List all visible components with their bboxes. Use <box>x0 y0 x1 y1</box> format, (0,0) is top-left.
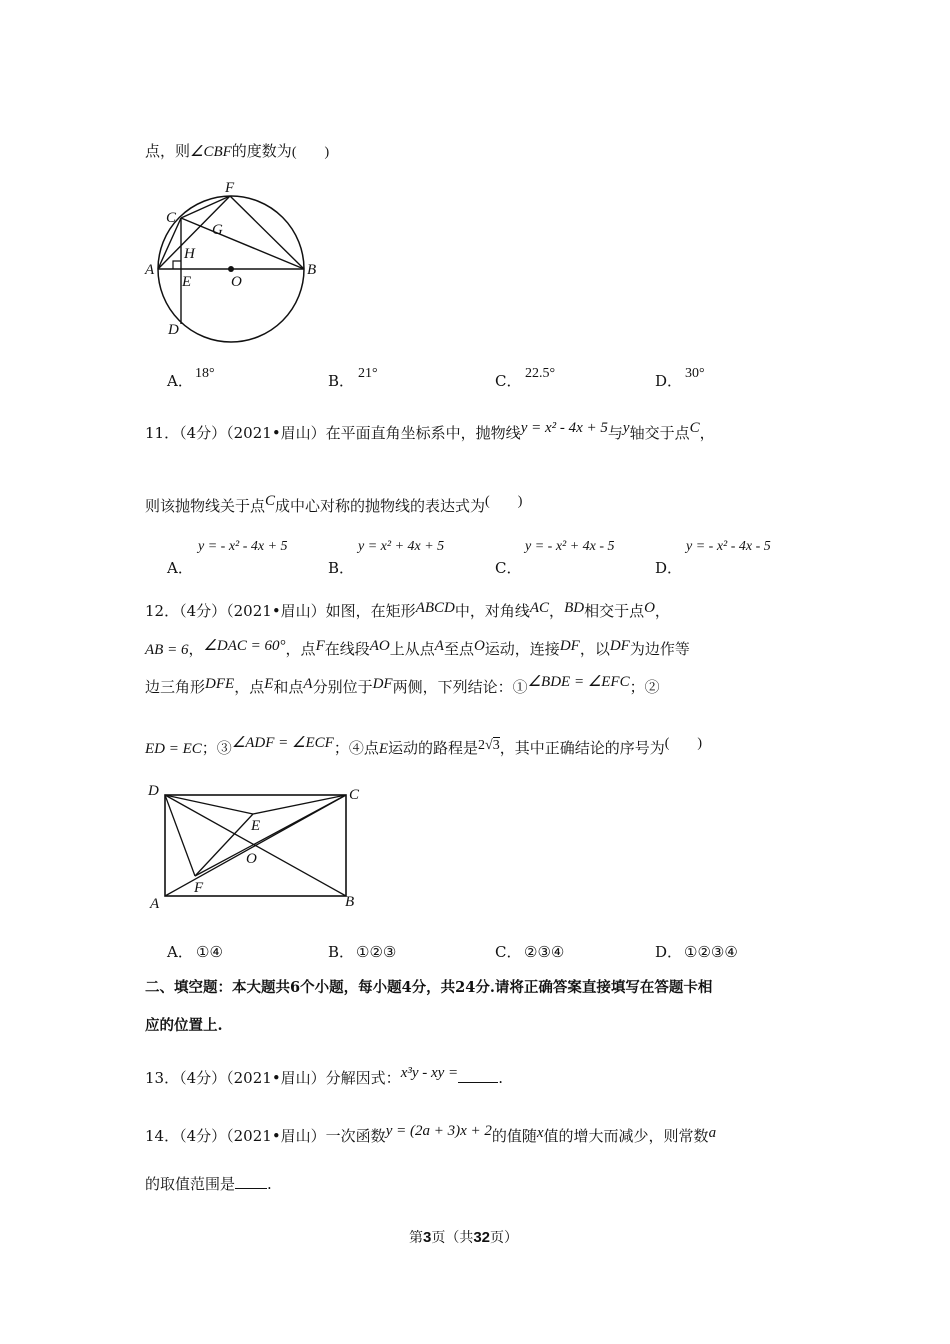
q10-label-g: G <box>212 222 223 238</box>
q11-stem-line1: 11．（4分）（2021•眉山）在平面直角坐标系中，抛物线y = x² - 4x + 5与y轴交于点C， <box>145 420 715 442</box>
q10-angle: ∠CBF <box>190 144 232 160</box>
q11-answer-paren: ( ) <box>485 494 523 509</box>
q14-stem-line2: 的取值范围是 . <box>145 1175 272 1193</box>
q10-label-b: B <box>307 262 317 278</box>
q12-stem-line1: 12．（4分）（2021•眉山）如图，在矩形ABCD中，对角线AC，BD相交于点O， <box>145 600 670 620</box>
q10-answer-paren: ( ) <box>291 145 330 160</box>
q10-stem-tail: 点，则∠CBF的度数为( ) <box>145 142 330 160</box>
q10-label-a: A <box>145 262 155 278</box>
q12-label-b: B <box>345 894 355 910</box>
page-number: 3 <box>423 1229 432 1246</box>
q12-label-e: E <box>251 818 261 834</box>
q12-label-d: D <box>148 783 159 799</box>
q11-stem-line2: 则该抛物线关于点C成中心对称的抛物线的表达式为( ) <box>145 493 523 515</box>
q12-stem-line2: AB = 6，∠DAC = 60°，点F在线段AO上从点A至点O运动，连接DF，以DF为边作等 <box>145 638 690 658</box>
q14-formula: y = (2a + 3)x + 2 <box>385 1123 492 1139</box>
q10-label-c: C <box>166 210 177 226</box>
page-footer: 第3页（共32页） <box>409 1229 519 1246</box>
q11-formula: y = x² - 4x + 5 <box>520 420 608 436</box>
q12-label-o: O <box>246 851 257 867</box>
q12-label-f: F <box>194 880 204 896</box>
q10-label-e: E <box>182 274 192 290</box>
q10-label-o: O <box>231 274 242 290</box>
q12-label-c: C <box>349 787 360 803</box>
page-total: 32 <box>473 1229 491 1246</box>
q14-stem-line1: 14．（4分）（2021•眉山）一次函数y = (2a + 3)x + 2的值随x值的增大而减少，则常数a <box>145 1123 717 1145</box>
q12-label-a: A <box>150 896 160 912</box>
q12-answer-paren: ( ) <box>664 736 703 751</box>
q13-formula: x³y - xy = <box>400 1065 459 1081</box>
q12-rectangle-figure <box>140 778 380 918</box>
q13-answer-blank[interactable] <box>458 1068 498 1083</box>
section2-heading-line2: 应的位置上. <box>145 1017 223 1034</box>
q10-label-d: D <box>168 322 179 338</box>
q14-answer-blank[interactable] <box>235 1174 267 1189</box>
q12-root-expr: 2√3 <box>478 738 500 753</box>
q10-circle-figure <box>140 180 340 370</box>
q13-stem: 13．（4分）（2021•眉山）分解因式：x³y - xy = . <box>145 1065 503 1087</box>
q12-stem-line4: ED = EC；③∠ADF = ∠ECF；④点E运动的路程是2√3，其中正确结论的序号为( ) <box>145 735 703 757</box>
q12-stem-line3: 边三角形DFE，点E和点A分别位于DF两侧，下列结论：①∠BDE = ∠EFC；② <box>145 674 660 696</box>
q10-label-h: H <box>184 246 195 262</box>
q10-label-f: F <box>225 180 235 196</box>
section2-heading-line1: 二、填空题：本大题共6个小题，每小题4分，共24分.请将正确答案直接填写在答题卡相 <box>145 979 713 996</box>
